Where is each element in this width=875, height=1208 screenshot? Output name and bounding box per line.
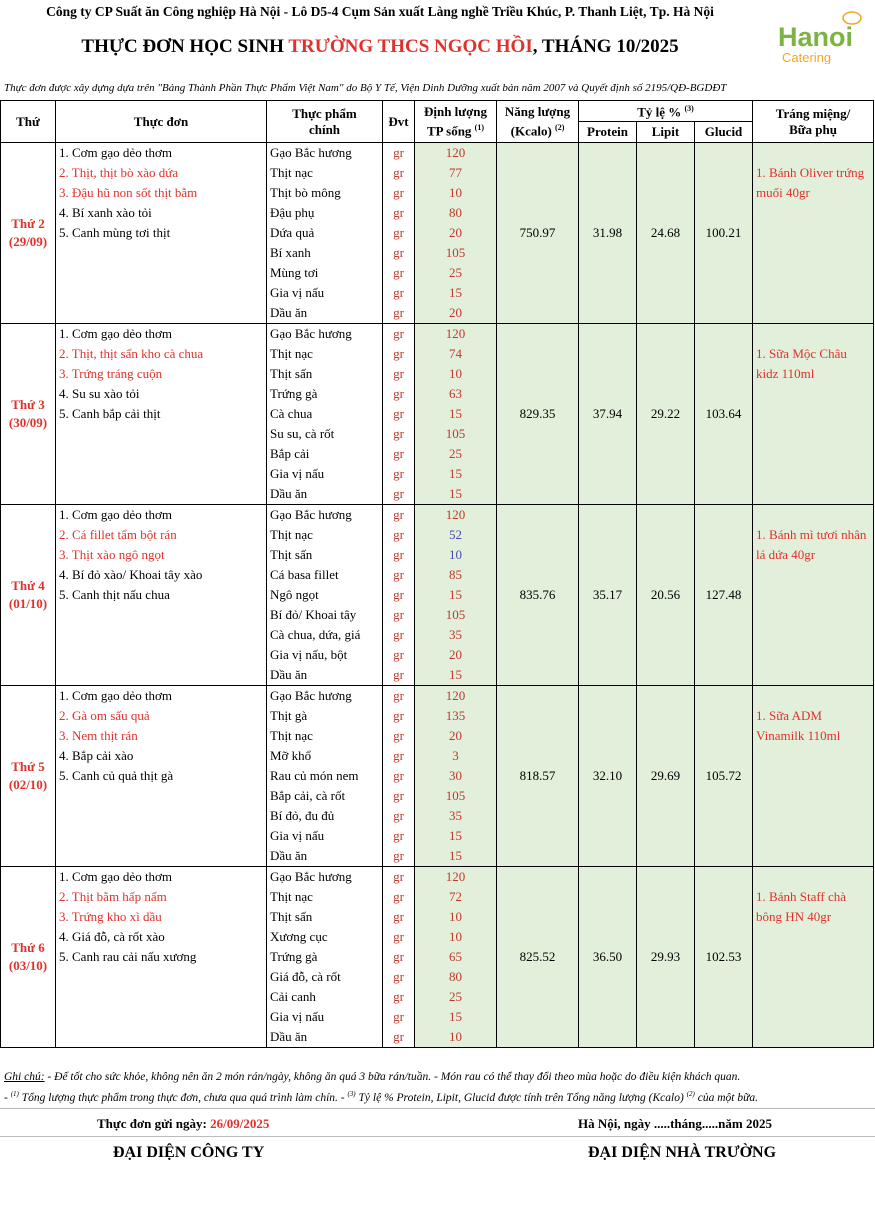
dish-cell <box>56 464 267 484</box>
dish-cell <box>56 424 267 444</box>
ingredient-cell: Bí đỏ/ Khoai tây <box>267 605 383 625</box>
unit-cell: gr <box>383 545 415 565</box>
qty-cell: 25 <box>415 987 497 1007</box>
qty-cell: 120 <box>415 505 497 526</box>
source-note: Thực đơn được xây dựng dựa trên "Bảng Thành Phần Thực Phẩm Việt Nam" do Bộ Y Tế, Viện Dinh Dưỡng xuất bản năm 2007 và Quyết định số 2195/QĐ-BGDĐT <box>4 82 727 94</box>
unit-cell: gr <box>383 384 415 404</box>
qty-cell: 10 <box>415 364 497 384</box>
qty-cell: 105 <box>415 786 497 806</box>
unit-cell: gr <box>383 143 415 164</box>
dessert-cell: 1. Bánh Oliver trứng muối 40gr <box>753 143 874 324</box>
protein-cell: 35.17 <box>579 505 637 686</box>
page-title: THỰC ĐƠN HỌC SINH TRƯỜNG THCS NGỌC HỒI, THÁNG 10/2025 <box>81 36 679 57</box>
dish-cell <box>56 243 267 263</box>
col-lipit: Lipit <box>637 122 695 143</box>
qty-cell: 105 <box>415 243 497 263</box>
ingredient-cell: Gạo Bắc hương <box>267 867 383 888</box>
qty-cell: 10 <box>415 545 497 565</box>
dish-cell <box>56 1007 267 1027</box>
qty-cell: 20 <box>415 303 497 324</box>
dish-cell <box>56 444 267 464</box>
qty-cell: 120 <box>415 686 497 707</box>
unit-cell: gr <box>383 867 415 888</box>
dish-cell: 5. Canh củ quả thịt gà <box>56 766 267 786</box>
dish-cell: 1. Cơm gạo dẻo thơm <box>56 143 267 164</box>
dish-cell: 4. Bí đỏ xào/ Khoai tây xào <box>56 565 267 585</box>
footer-note-2: - $^{(1)}$ Tổng lượng thực phẩm trong thực đơn, chưa qua quá trình làm chín. - $^{(3)}$ Tỷ lệ % Protein, Lipit, Glucid được tính trên Tổng năng lượng (Kcalo) $^{(2)}$ của một bữa. <box>4 1090 758 1104</box>
qty-cell: 20 <box>415 645 497 665</box>
dish-cell: 3. Nem thịt rán <box>56 726 267 746</box>
table-row <box>1 686 874 707</box>
qty-cell: 15 <box>415 404 497 424</box>
dish-cell <box>56 1027 267 1048</box>
dessert-cell: 1. Bánh Staff chà bông HN 40gr <box>753 867 874 1048</box>
qty-cell: 63 <box>415 384 497 404</box>
footer-note-1: Ghi chú: - Để tốt cho sức khỏe, không nên ăn 2 món rán/ngày, không ăn quá 3 bữa rán/tuần. - Món rau có thể thay đổi theo mùa hoặc do điều kiện khách quan. <box>4 1071 741 1083</box>
glucid-cell: 102.53 <box>695 867 753 1048</box>
qty-cell: 20 <box>415 223 497 243</box>
protein-cell: 31.98 <box>579 143 637 324</box>
qty-cell: 120 <box>415 143 497 164</box>
unit-cell: gr <box>383 987 415 1007</box>
unit-cell: gr <box>383 404 415 424</box>
dish-cell: 4. Bí xanh xào tỏi <box>56 203 267 223</box>
ingredient-cell: Đậu phụ <box>267 203 383 223</box>
col-menu: Thực đơn <box>56 101 267 143</box>
dish-cell <box>56 826 267 846</box>
unit-cell: gr <box>383 505 415 526</box>
lipit-cell: 24.68 <box>637 143 695 324</box>
unit-cell: gr <box>383 927 415 947</box>
dessert-cell: 1. Sữa Mộc Châu kidz 110ml <box>753 324 874 505</box>
energy-cell: 750.97 <box>497 143 579 324</box>
ingredient-cell: Ngô ngọt <box>267 585 383 605</box>
qty-cell: 25 <box>415 444 497 464</box>
ingredient-cell: Thịt nạc <box>267 344 383 364</box>
protein-cell: 32.10 <box>579 686 637 867</box>
qty-cell: 74 <box>415 344 497 364</box>
qty-cell: 105 <box>415 424 497 444</box>
logo-subtext: Catering <box>782 50 832 64</box>
dessert-cell: 1. Bánh mì tươi nhân lá dứa 40gr <box>753 505 874 686</box>
qty-cell: 65 <box>415 947 497 967</box>
dish-cell <box>56 645 267 665</box>
ingredient-cell: Mùng tơi <box>267 263 383 283</box>
qty-cell: 77 <box>415 163 497 183</box>
lipit-cell: 29.93 <box>637 867 695 1048</box>
day-cell: Thứ 5 (02/10) <box>1 686 56 867</box>
dish-cell <box>56 806 267 826</box>
unit-cell: gr <box>383 605 415 625</box>
ingredient-cell: Gia vị nấu, bột <box>267 645 383 665</box>
ingredient-cell: Dứa quả <box>267 223 383 243</box>
dish-cell: 5. Canh bắp cải thịt <box>56 404 267 424</box>
divider <box>0 1108 875 1109</box>
ingredient-cell: Dầu ăn <box>267 484 383 505</box>
ingredient-cell: Thịt nạc <box>267 726 383 746</box>
ingredient-cell: Thịt bò mông <box>267 183 383 203</box>
unit-cell: gr <box>383 786 415 806</box>
col-dessert: Tráng miệng/ Bữa phụ <box>753 101 874 143</box>
col-protein: Protein <box>579 122 637 143</box>
qty-cell: 25 <box>415 263 497 283</box>
qty-cell: 120 <box>415 324 497 345</box>
dish-cell <box>56 786 267 806</box>
unit-cell: gr <box>383 565 415 585</box>
ingredient-cell: Thịt sấn <box>267 907 383 927</box>
unit-cell: gr <box>383 887 415 907</box>
ingredient-cell: Thịt sấn <box>267 364 383 384</box>
unit-cell: gr <box>383 344 415 364</box>
energy-cell: 818.57 <box>497 686 579 867</box>
lipit-cell: 29.69 <box>637 686 695 867</box>
dish-cell: 3. Đậu hũ non sốt thịt bằm <box>56 183 267 203</box>
dish-cell: 1. Cơm gạo dẻo thơm <box>56 686 267 707</box>
qty-cell: 15 <box>415 826 497 846</box>
unit-cell: gr <box>383 625 415 645</box>
rep-company: ĐẠI DIỆN CÔNG TY <box>113 1144 265 1161</box>
ingredient-cell: Gia vị nấu <box>267 1007 383 1027</box>
unit-cell: gr <box>383 665 415 686</box>
rep-school: ĐẠI DIỆN NHÀ TRƯỜNG <box>588 1144 777 1161</box>
protein-cell: 37.94 <box>579 324 637 505</box>
dish-cell: 5. Canh mùng tơi thịt <box>56 223 267 243</box>
col-ratio: Tỷ lệ % $^{(3)}$ <box>579 101 753 122</box>
qty-cell: 10 <box>415 1027 497 1048</box>
dish-cell <box>56 484 267 505</box>
unit-cell: gr <box>383 243 415 263</box>
ingredient-cell: Mỡ khổ <box>267 746 383 766</box>
menu-table <box>0 100 874 1048</box>
dessert-cell: 1. Sữa ADM Vinamilk 110ml <box>753 686 874 867</box>
dish-cell: 2. Thịt, thịt bò xào dứa <box>56 163 267 183</box>
dish-cell: 2. Cá fillet tẩm bột rán <box>56 525 267 545</box>
unit-cell: gr <box>383 424 415 444</box>
dish-cell <box>56 846 267 867</box>
ingredient-cell: Gạo Bắc hương <box>267 324 383 345</box>
ingredient-cell: Dầu ăn <box>267 665 383 686</box>
qty-cell: 15 <box>415 484 497 505</box>
ingredient-cell: Bắp cải, cà rốt <box>267 786 383 806</box>
ingredient-cell: Giá đỗ, cà rốt <box>267 967 383 987</box>
dish-cell <box>56 263 267 283</box>
dish-cell: 2. Gà om sấu quả <box>56 706 267 726</box>
qty-cell: 35 <box>415 806 497 826</box>
col-unit: Đvt <box>383 101 415 143</box>
dish-cell: 1. Cơm gạo dẻo thơm <box>56 505 267 526</box>
unit-cell: gr <box>383 223 415 243</box>
ingredient-cell: Xương cục <box>267 927 383 947</box>
ingredient-cell: Gia vị nấu <box>267 826 383 846</box>
dish-cell: 1. Cơm gạo dẻo thơm <box>56 324 267 345</box>
unit-cell: gr <box>383 303 415 324</box>
unit-cell: gr <box>383 324 415 345</box>
ingredient-cell: Thịt nạc <box>267 163 383 183</box>
dish-cell <box>56 967 267 987</box>
ingredient-cell: Cải canh <box>267 987 383 1007</box>
ingredient-cell: Dầu ăn <box>267 846 383 867</box>
ingredient-cell: Cà chua <box>267 404 383 424</box>
ingredient-cell: Gia vị nấu <box>267 283 383 303</box>
unit-cell: gr <box>383 444 415 464</box>
qty-cell: 10 <box>415 927 497 947</box>
school-name: TRƯỜNG THCS NGỌC HỒI <box>288 36 533 57</box>
glucid-cell: 105.72 <box>695 686 753 867</box>
table-row <box>1 324 874 345</box>
qty-cell: 120 <box>415 867 497 888</box>
dish-cell: 5. Canh rau cải nấu xương <box>56 947 267 967</box>
glucid-cell: 103.64 <box>695 324 753 505</box>
col-day: Thứ <box>1 101 56 143</box>
energy-cell: 825.52 <box>497 867 579 1048</box>
unit-cell: gr <box>383 645 415 665</box>
unit-cell: gr <box>383 686 415 707</box>
dish-cell: 1. Cơm gạo dẻo thơm <box>56 867 267 888</box>
qty-cell: 30 <box>415 766 497 786</box>
unit-cell: gr <box>383 585 415 605</box>
unit-cell: gr <box>383 203 415 223</box>
ingredient-cell: Dầu ăn <box>267 303 383 324</box>
energy-cell: 835.76 <box>497 505 579 686</box>
unit-cell: gr <box>383 746 415 766</box>
qty-cell: 72 <box>415 887 497 907</box>
qty-cell: 15 <box>415 585 497 605</box>
ingredient-cell: Bí đỏ, đu đủ <box>267 806 383 826</box>
unit-cell: gr <box>383 766 415 786</box>
ingredient-cell: Thịt sấn <box>267 545 383 565</box>
dish-cell: 3. Trứng kho xì dầu <box>56 907 267 927</box>
dish-cell <box>56 283 267 303</box>
dish-cell: 3. Thịt xào ngô ngọt <box>56 545 267 565</box>
qty-cell: 80 <box>415 967 497 987</box>
ingredient-cell: Bí xanh <box>267 243 383 263</box>
ingredient-cell: Trứng gà <box>267 947 383 967</box>
company-line: Công ty CP Suất ăn Công nghiệp Hà Nội - Lô D5-4 Cụm Sản xuất Làng nghề Triều Khúc, P. Thanh Liệt, Tp. Hà Nội <box>46 4 714 19</box>
dish-cell: 2. Thịt bằm hấp nấm <box>56 887 267 907</box>
qty-cell: 20 <box>415 726 497 746</box>
qty-cell: 80 <box>415 203 497 223</box>
logo-text: Hanoi <box>778 22 854 52</box>
day-cell: Thứ 3 (30/09) <box>1 324 56 505</box>
ingredient-cell: Gạo Bắc hương <box>267 505 383 526</box>
qty-cell: 10 <box>415 183 497 203</box>
unit-cell: gr <box>383 263 415 283</box>
dish-cell <box>56 303 267 324</box>
sent-date: Thực đơn gửi ngày: 26/09/2025 <box>97 1116 270 1131</box>
qty-cell: 85 <box>415 565 497 585</box>
qty-cell: 10 <box>415 907 497 927</box>
ingredient-cell: Thịt nạc <box>267 525 383 545</box>
unit-cell: gr <box>383 726 415 746</box>
unit-cell: gr <box>383 283 415 303</box>
date-place: Hà Nội, ngày .....tháng.....năm 2025 <box>578 1116 772 1131</box>
table-row <box>1 867 874 888</box>
dish-cell: 4. Su su xào tỏi <box>56 384 267 404</box>
col-qty: Định lượng TP sống $^{(1)}$ <box>415 101 497 143</box>
col-glucid: Glucid <box>695 122 753 143</box>
day-cell: Thứ 6 (03/10) <box>1 867 56 1048</box>
hanoi-catering-logo <box>772 8 872 64</box>
day-cell: Thứ 4 (01/10) <box>1 505 56 686</box>
unit-cell: gr <box>383 163 415 183</box>
unit-cell: gr <box>383 967 415 987</box>
qty-cell: 52 <box>415 525 497 545</box>
qty-cell: 15 <box>415 283 497 303</box>
qty-cell: 15 <box>415 1007 497 1027</box>
ingredient-cell: Cà chua, dứa, giá <box>267 625 383 645</box>
ingredient-cell: Gạo Bắc hương <box>267 686 383 707</box>
energy-cell: 829.35 <box>497 324 579 505</box>
dish-cell <box>56 605 267 625</box>
ingredient-cell: Dầu ăn <box>267 1027 383 1048</box>
ingredient-cell: Su su, cà rốt <box>267 424 383 444</box>
qty-cell: 105 <box>415 605 497 625</box>
dish-cell <box>56 987 267 1007</box>
unit-cell: gr <box>383 907 415 927</box>
dish-cell: 4. Giá đỗ, cà rốt xào <box>56 927 267 947</box>
ingredient-cell: Rau củ món nem <box>267 766 383 786</box>
unit-cell: gr <box>383 806 415 826</box>
unit-cell: gr <box>383 364 415 384</box>
ingredient-cell: Thịt nạc <box>267 887 383 907</box>
ingredient-cell: Cá basa fillet <box>267 565 383 585</box>
dish-cell: 3. Trứng tráng cuộn <box>56 364 267 384</box>
table-row <box>1 143 874 164</box>
dish-cell: 4. Bắp cải xào <box>56 746 267 766</box>
glucid-cell: 127.48 <box>695 505 753 686</box>
col-energy: Năng lượng (Kcalo) $^{(2)}$ <box>497 101 579 143</box>
qty-cell: 15 <box>415 464 497 484</box>
unit-cell: gr <box>383 1027 415 1048</box>
glucid-cell: 100.21 <box>695 143 753 324</box>
qty-cell: 15 <box>415 846 497 867</box>
protein-cell: 36.50 <box>579 867 637 1048</box>
dish-cell <box>56 665 267 686</box>
unit-cell: gr <box>383 484 415 505</box>
unit-cell: gr <box>383 947 415 967</box>
unit-cell: gr <box>383 826 415 846</box>
qty-cell: 135 <box>415 706 497 726</box>
dish-cell <box>56 625 267 645</box>
table-row <box>1 505 874 526</box>
ingredient-cell: Gia vị nấu <box>267 464 383 484</box>
ingredient-cell: Bắp cải <box>267 444 383 464</box>
lipit-cell: 20.56 <box>637 505 695 686</box>
lipit-cell: 29.22 <box>637 324 695 505</box>
dish-cell: 5. Canh thịt nấu chua <box>56 585 267 605</box>
col-ingredient: Thực phẩm chính <box>267 101 383 143</box>
qty-cell: 15 <box>415 665 497 686</box>
unit-cell: gr <box>383 706 415 726</box>
qty-cell: 35 <box>415 625 497 645</box>
unit-cell: gr <box>383 846 415 867</box>
ingredient-cell: Gạo Bắc hương <box>267 143 383 164</box>
ingredient-cell: Trứng gà <box>267 384 383 404</box>
day-cell: Thứ 2 (29/09) <box>1 143 56 324</box>
divider <box>0 1136 875 1137</box>
unit-cell: gr <box>383 464 415 484</box>
unit-cell: gr <box>383 1007 415 1027</box>
ingredient-cell: Thịt gà <box>267 706 383 726</box>
unit-cell: gr <box>383 525 415 545</box>
unit-cell: gr <box>383 183 415 203</box>
dish-cell: 2. Thịt, thịt sấn kho cà chua <box>56 344 267 364</box>
qty-cell: 3 <box>415 746 497 766</box>
